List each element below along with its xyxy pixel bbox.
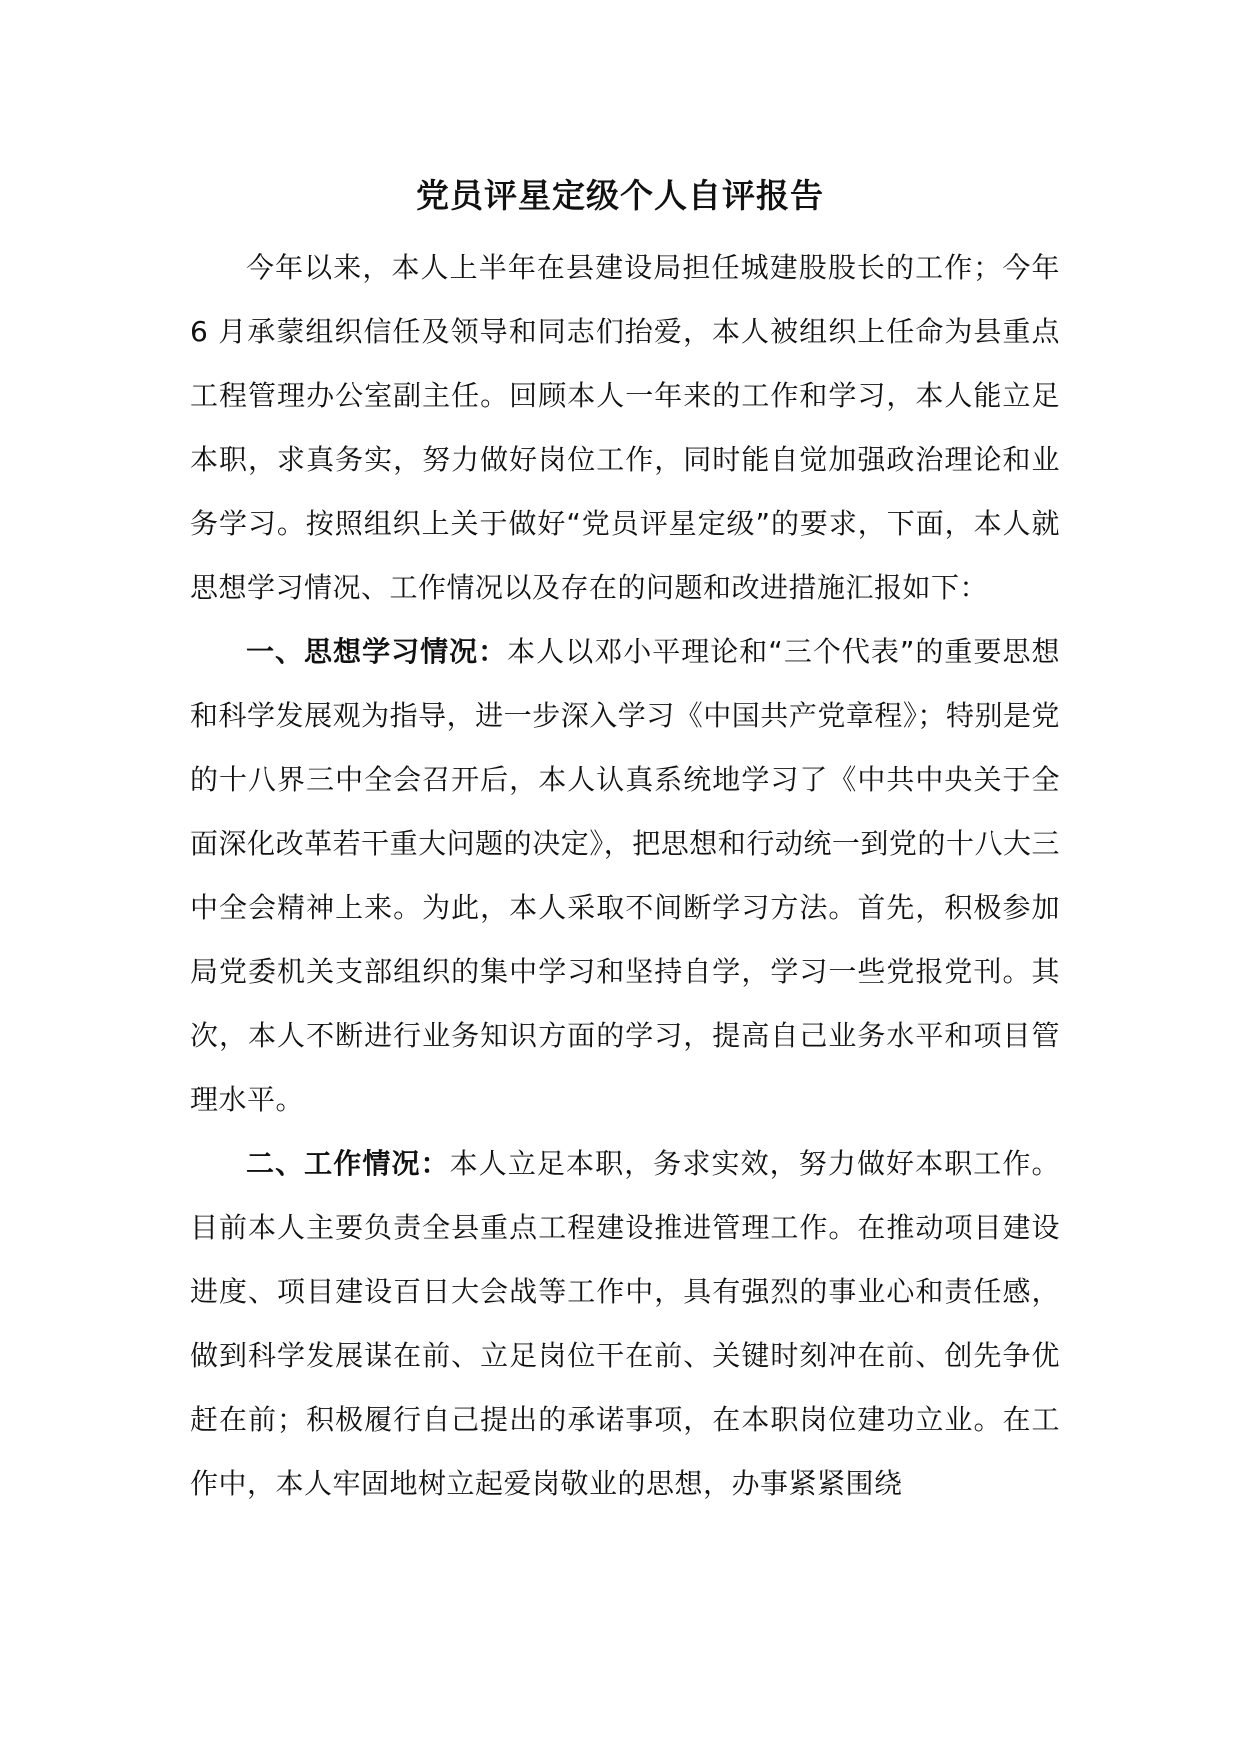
paragraph-text: 今年以来，本人上半年在县建设局担任城建股股长的工作；今年 6 月承蒙组织信任及领导和同志们抬爱，本人被组织上任命为县重点工程管理办公室副主任。回顾本人一年来的工作和学习，本人能立足本职，求真务实，努力做好岗位工作，同时能自觉加强政治理论和业务学习。按照组织上关于做好“党员评星定级”的要求，下面，本人就思想学习情况、工作情况以及存在的问题和改进措施汇报如下： — [190, 251, 1060, 604]
paragraph-heading: 二、工作情况： — [246, 1147, 450, 1180]
paragraph-text: 本人立足本职，务求实效，努力做好本职工作。目前本人主要负责全县重点工程建设推进管理工作。在推动项目建设进度、项目建设百日大会战等工作中，具有强烈的事业心和责任感，做到科学发展谋在前、立足岗位干在前、关键时刻冲在前、创先争优赶在前；积极履行自己提出的承诺事项，在本职岗位建功立业。在工作中，本人牢固地树立起爱岗敬业的思想，办事紧紧围绕 — [190, 1147, 1060, 1500]
document-title: 党员评星定级个人自评报告 — [416, 176, 824, 215]
document-body — [190, 236, 1060, 1516]
paragraph-heading: 一、思想学习情况： — [246, 635, 508, 668]
paragraph-text: 本人以邓小平理论和“三个代表”的重要思想和科学发展观为指导，进一步深入学习《中国共产党章程》；特别是党的十八界三中全会召开后，本人认真系统地学习了《中共中央关于全面深化改革若干重大问题的决定》，把思想和行动统一到党的十八大三中全会精神上来。为此，本人采取不间断学习方法。首先，积极参加局党委机关支部组织的集中学习和坚持自学，学习一些党报党刊。其次，本人不断进行业务知识方面的学习，提高自己业务水平和项目管理水平。 — [190, 635, 1060, 1116]
paragraph-intro — [190, 236, 1060, 620]
paragraph-thought-study — [190, 620, 1060, 1132]
paragraph-work-status — [190, 1132, 1060, 1516]
